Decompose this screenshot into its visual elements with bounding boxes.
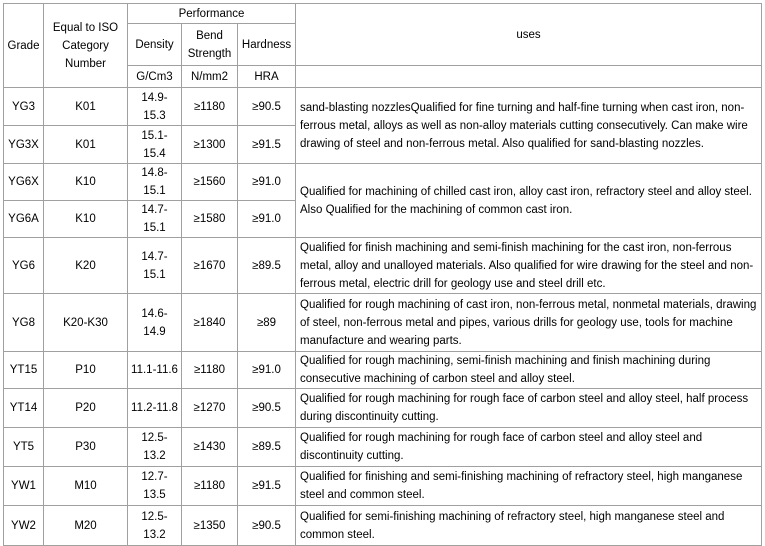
header-grade: Grade [4,4,44,88]
cell-grade: YG6A [4,201,44,238]
unit-density: G/Cm3 [128,66,182,88]
cell-iso: M20 [44,506,128,546]
cell-hardness: ≥91.5 [238,126,296,164]
cell-grade: YG8 [4,294,44,352]
cell-iso: K20 [44,238,128,294]
cell-uses: Qualified for rough machining of cast iron, non-ferrous metal, nonmetal materials, drawing of steel, non-ferrous metal and pipes, various drills for geology use, tools for machine manufacture and wearing parts. [296,294,762,352]
cell-grade: YW2 [4,506,44,546]
cell-grade: YG6X [4,164,44,201]
cell-hardness: ≥90.5 [238,88,296,126]
cell-density: 14.7-15.1 [128,238,182,294]
cell-density: 14.7-15.1 [128,201,182,238]
cell-hardness: ≥89.5 [238,238,296,294]
cell-bend-strength: ≥1180 [182,467,238,506]
cell-iso: P20 [44,389,128,428]
cell-iso: M10 [44,467,128,506]
cell-density: 14.9-15.3 [128,88,182,126]
cell-bend-strength: ≥1840 [182,294,238,352]
cell-grade: YW1 [4,467,44,506]
cell-hardness: ≥89.5 [238,428,296,467]
cell-iso: P30 [44,428,128,467]
cell-iso: P10 [44,352,128,389]
cell-hardness: ≥91.0 [238,164,296,201]
carbide-grade-table [3,3,762,546]
cell-iso: K01 [44,88,128,126]
header-bend-strength: Bend Strength [182,24,238,66]
cell-uses: Qualified for finish machining and semi-finish machining for the cast iron, non-ferrous metal, alloy and unalloyed materials. Also qualified for wire drawing for the steel and non-ferrous metal, electric drill for geology use and steel drill etc. [296,238,762,294]
cell-grade: YT5 [4,428,44,467]
cell-bend-strength: ≥1430 [182,428,238,467]
header-iso: Equal to ISO Category Number [44,4,128,88]
cell-bend-strength: ≥1350 [182,506,238,546]
table-row [4,238,762,294]
cell-density: 11.1-11.6 [128,352,182,389]
cell-hardness: ≥90.5 [238,506,296,546]
cell-density: 14.6-14.9 [128,294,182,352]
cell-bend-strength: ≥1580 [182,201,238,238]
cell-bend-strength: ≥1300 [182,126,238,164]
cell-uses: Qualified for machining of chilled cast iron, alloy cast iron, refractory steel and alloy steel. Also Qualified for the machining of common cast iron. [296,164,762,238]
cell-hardness: ≥91.0 [238,352,296,389]
unit-bend-strength: N/mm2 [182,66,238,88]
cell-hardness: ≥91.5 [238,467,296,506]
cell-uses: Qualified for rough machining for rough face of carbon steel and alloy steel and discontinuity cutting. [296,428,762,467]
cell-grade: YG6 [4,238,44,294]
header-density: Density [128,24,182,66]
cell-bend-strength: ≥1180 [182,88,238,126]
cell-hardness: ≥89 [238,294,296,352]
cell-grade: YT15 [4,352,44,389]
cell-bend-strength: ≥1180 [182,352,238,389]
cell-density: 12.5-13.2 [128,428,182,467]
cell-uses: Qualified for rough machining for rough face of carbon steel and alloy steel, half process during discontinuity cutting. [296,389,762,428]
table-row [4,88,762,126]
cell-hardness: ≥90.5 [238,389,296,428]
table-row [4,389,762,428]
cell-uses: Qualified for semi-finishing machining of refractory steel, high manganese steel and common steel. [296,506,762,546]
cell-density: 11.2-11.8 [128,389,182,428]
cell-iso: K01 [44,126,128,164]
cell-density: 12.7-13.5 [128,467,182,506]
table-row [4,164,762,201]
unit-uses-empty [296,66,762,88]
cell-uses: sand-blasting nozzlesQualified for fine turning and half-fine turning when cast iron, non-ferrous metal, alloys as well as non-alloy materials cutting consecutively. Can make wire drawing of steel and non-ferrous metal. Also qualified for sand-blasting nozzles. [296,88,762,164]
table-row [4,467,762,506]
header-performance: Performance [128,4,296,24]
cell-uses: Qualified for finishing and semi-finishing machining of refractory steel, high manganese steel and common steel. [296,467,762,506]
cell-bend-strength: ≥1560 [182,164,238,201]
cell-grade: YG3X [4,126,44,164]
cell-iso: K10 [44,201,128,238]
cell-bend-strength: ≥1670 [182,238,238,294]
cell-density: 12.5-13.2 [128,506,182,546]
cell-bend-strength: ≥1270 [182,389,238,428]
cell-density: 14.8-15.1 [128,164,182,201]
header-hardness: Hardness [238,24,296,66]
table-row [4,506,762,546]
cell-grade: YG3 [4,88,44,126]
cell-density: 15.1-15.4 [128,126,182,164]
header-uses: uses [296,4,762,66]
cell-iso: K20-K30 [44,294,128,352]
table-row [4,294,762,352]
cell-iso: K10 [44,164,128,201]
cell-grade: YT14 [4,389,44,428]
cell-uses: Qualified for rough machining, semi-finish machining and finish machining during consecutive machining of carbon steel and alloy steel. [296,352,762,389]
cell-hardness: ≥91.0 [238,201,296,238]
table-row [4,352,762,389]
unit-hardness: HRA [238,66,296,88]
table-row [4,428,762,467]
